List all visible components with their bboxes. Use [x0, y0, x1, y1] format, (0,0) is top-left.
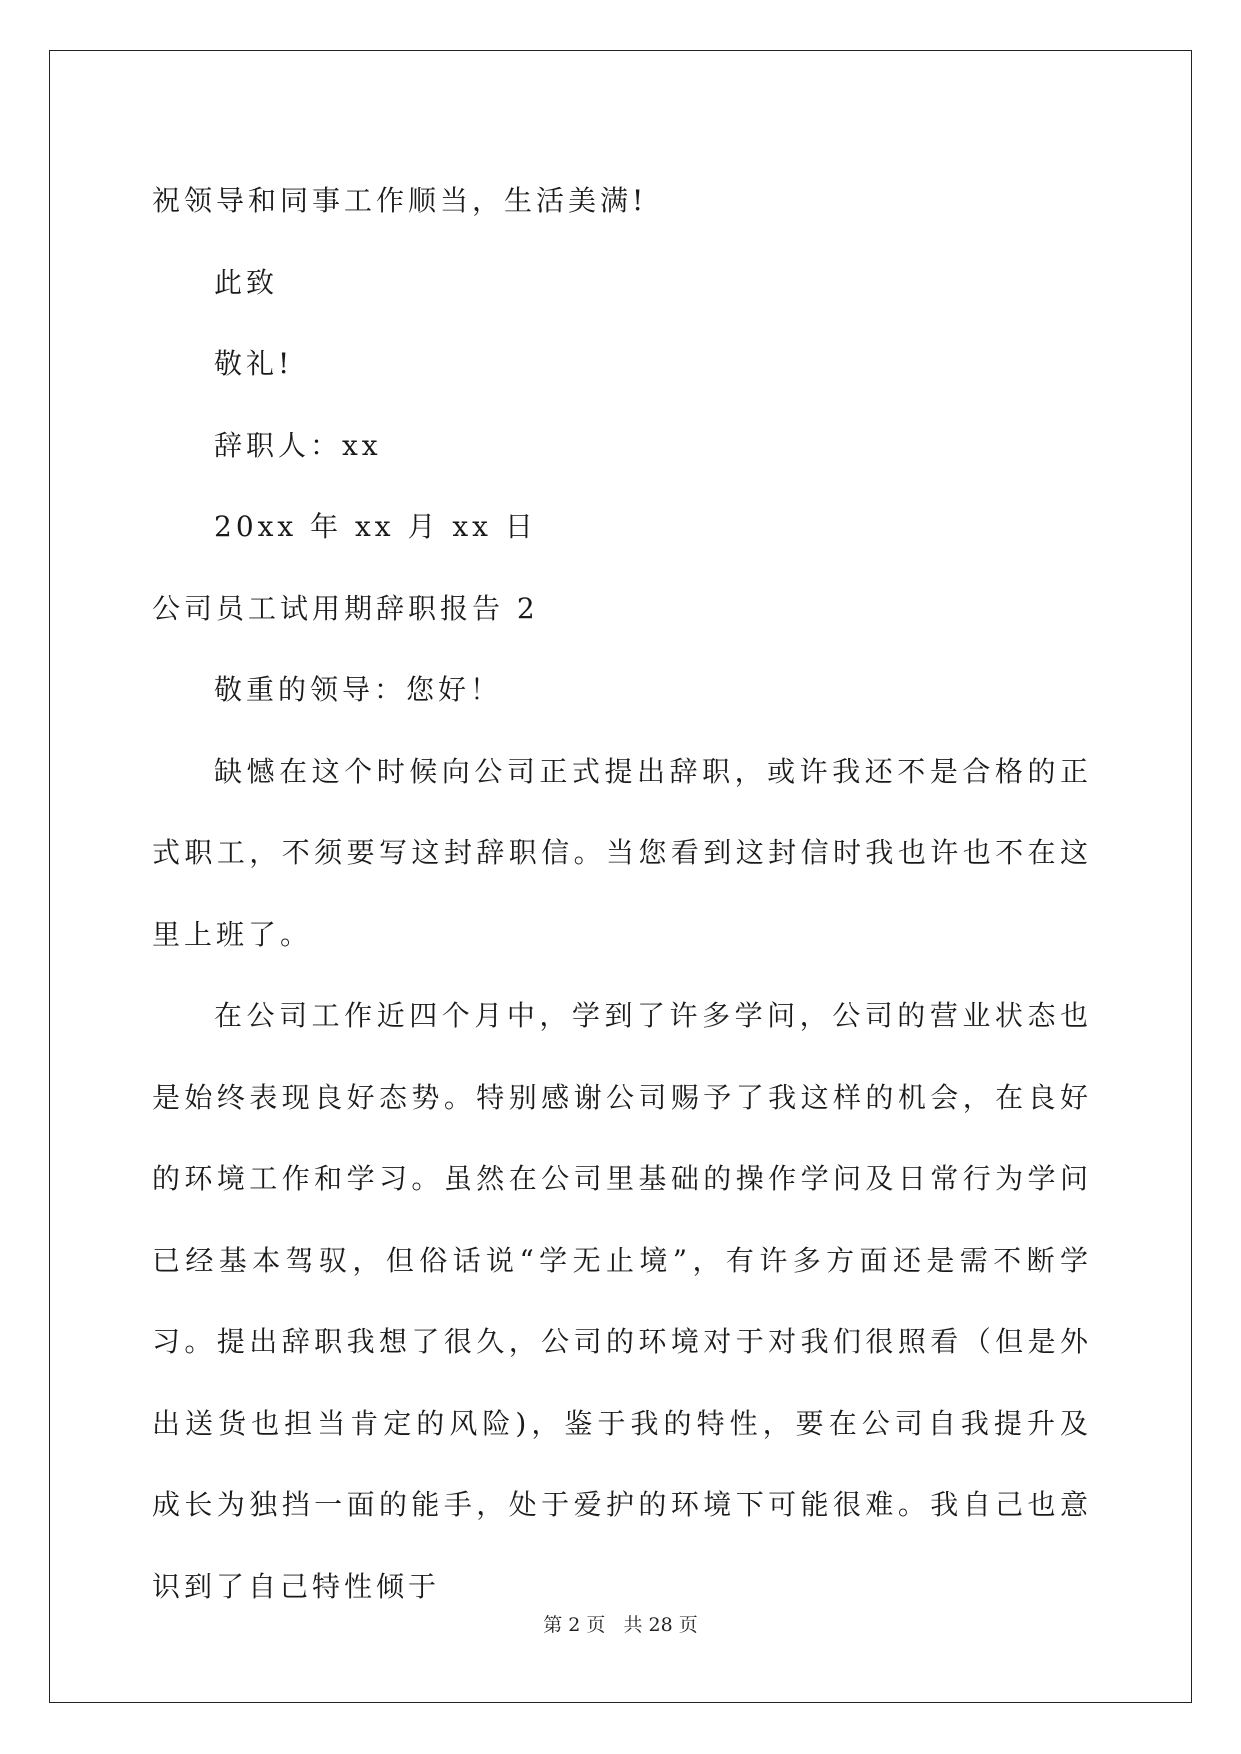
paragraph-1: 缺憾在这个时候向公司正式提出辞职，或许我还不是合格的正式职工，不须要写这封辞职信。当您看到这封信时我也许也不在这里上班了。: [152, 754, 1092, 951]
paragraph-2: 在公司工作近四个月中，学到了许多学问，公司的营业状态也是始终表现良好态势。特别感谢公司赐予了我这样的机会，在良好的环境工作和学习。虽然在公司里基础的操作学问及日常行为学问已经基本驾驭，但俗话说“学无止境”，有许多方面还是需不断学习。提出辞职我想了很久，公司的环境对于对我们很照看（但是外出送货也担当肯定的风险)，鉴于我的特性，要在公司自我提升及成长为独挡一面的能手，处于爱护的环境下可能很难。我自己也意识到了自己特性倾于: [152, 999, 1092, 1603]
document-body: [152, 160, 1092, 1627]
page-number: 第 2 页: [543, 1614, 606, 1636]
resigner-name: 辞职人：xx: [214, 428, 382, 462]
page-footer: [0, 1610, 1241, 1637]
salutation-cizhi: 此致: [214, 265, 279, 299]
greeting: 敬重的领导：您好！: [214, 673, 503, 706]
section-title: 公司员工试用期辞职报告 2: [152, 591, 539, 625]
salutation-jingli: 敬礼!: [214, 347, 294, 380]
closing-wish: 祝领导和同事工作顺当，生活美满!: [152, 184, 648, 217]
page-total: 共 28 页: [623, 1614, 698, 1636]
signature-date: 20xx 年 xx 月 xx 日: [214, 510, 537, 543]
